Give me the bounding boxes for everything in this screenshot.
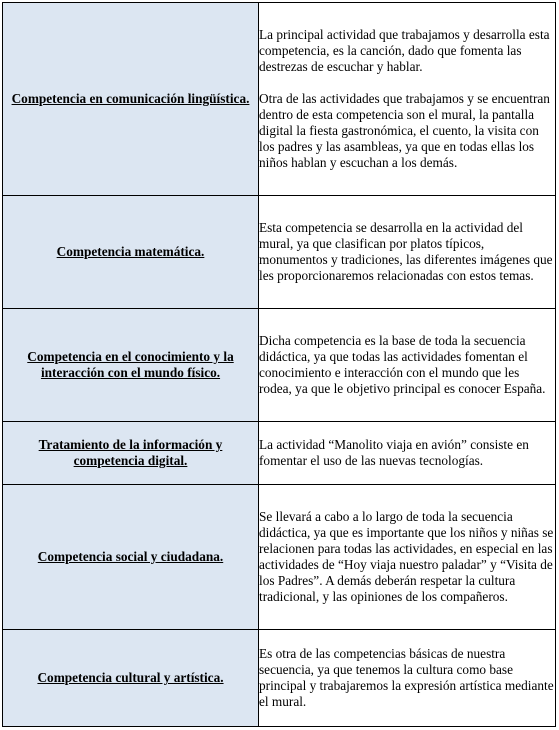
description-paragraph: Es otra de las competencias básicas de nuestra secuencia, ya que tenemos la cultura como base principal y trabajaremos la expresión artística mediante el mural. <box>259 646 554 709</box>
competence-name: Competencia matemática. <box>3 196 259 309</box>
description-paragraph: La actividad “Manolito viaja en avión” consiste en fomentar el uso de las nuevas tecnologías. <box>259 437 529 468</box>
competence-name: Tratamiento de la información y competencia digital. <box>3 422 259 485</box>
description-paragraph: Esta competencia se desarrolla en la actividad del mural, ya que clasifican por platos típicos, monumentos y tradiciones, las diferentes imágenes que les proporcionaremos relacionadas con estos temas. <box>259 220 553 283</box>
table-row <box>3 3 556 196</box>
competence-name: Competencia en comunicación lingüística. <box>3 3 259 196</box>
table-row <box>3 422 556 485</box>
table-row <box>3 630 556 727</box>
competence-name: Competencia social y ciudadana. <box>3 485 259 630</box>
competence-description <box>259 422 556 485</box>
table-row <box>3 485 556 630</box>
competence-name: Competencia en el conocimiento y la interacción con el mundo físico. <box>3 309 259 422</box>
competence-description <box>259 309 556 422</box>
competence-description <box>259 485 556 630</box>
description-paragraph: Dicha competencia es la base de toda la secuencia didáctica, ya que todas las actividades fomentan el conocimiento e interacción con el mundo que les rodea, ya que le objetivo principal es conocer España. <box>259 333 546 396</box>
competence-description <box>259 630 556 727</box>
competence-name: Competencia cultural y artística. <box>3 630 259 727</box>
description-paragraph: La principal actividad que trabajamos y desarrolla esta competencia, es la canción, dado que fomenta las destrezas de escuchar y hablar. <box>259 27 550 74</box>
description-paragraph: Otra de las actividades que trabajamos y se encuentran dentro de esta competencia son el mural, la pantalla digital la fiesta gastronómica, el cuento, la visita con los padres y las asambleas, ya que en todas ellas los niños hablan y escuchan a los demás. <box>259 91 550 170</box>
competence-description <box>259 196 556 309</box>
table-row <box>3 309 556 422</box>
description-paragraph: Se llevará a cabo a lo largo de toda la secuencia didáctica, ya que es importante que los niños y niñas se relacionen para todas las actividades, en especial en las actividades de “Hoy viaja nuestro paladar” y “Visita de los Padres”. A demás deberán respetar la cultura tradicional, y las opiniones de los compañeros. <box>259 509 554 604</box>
competence-description <box>259 3 556 196</box>
competencies-table <box>2 2 556 727</box>
table-row <box>3 196 556 309</box>
